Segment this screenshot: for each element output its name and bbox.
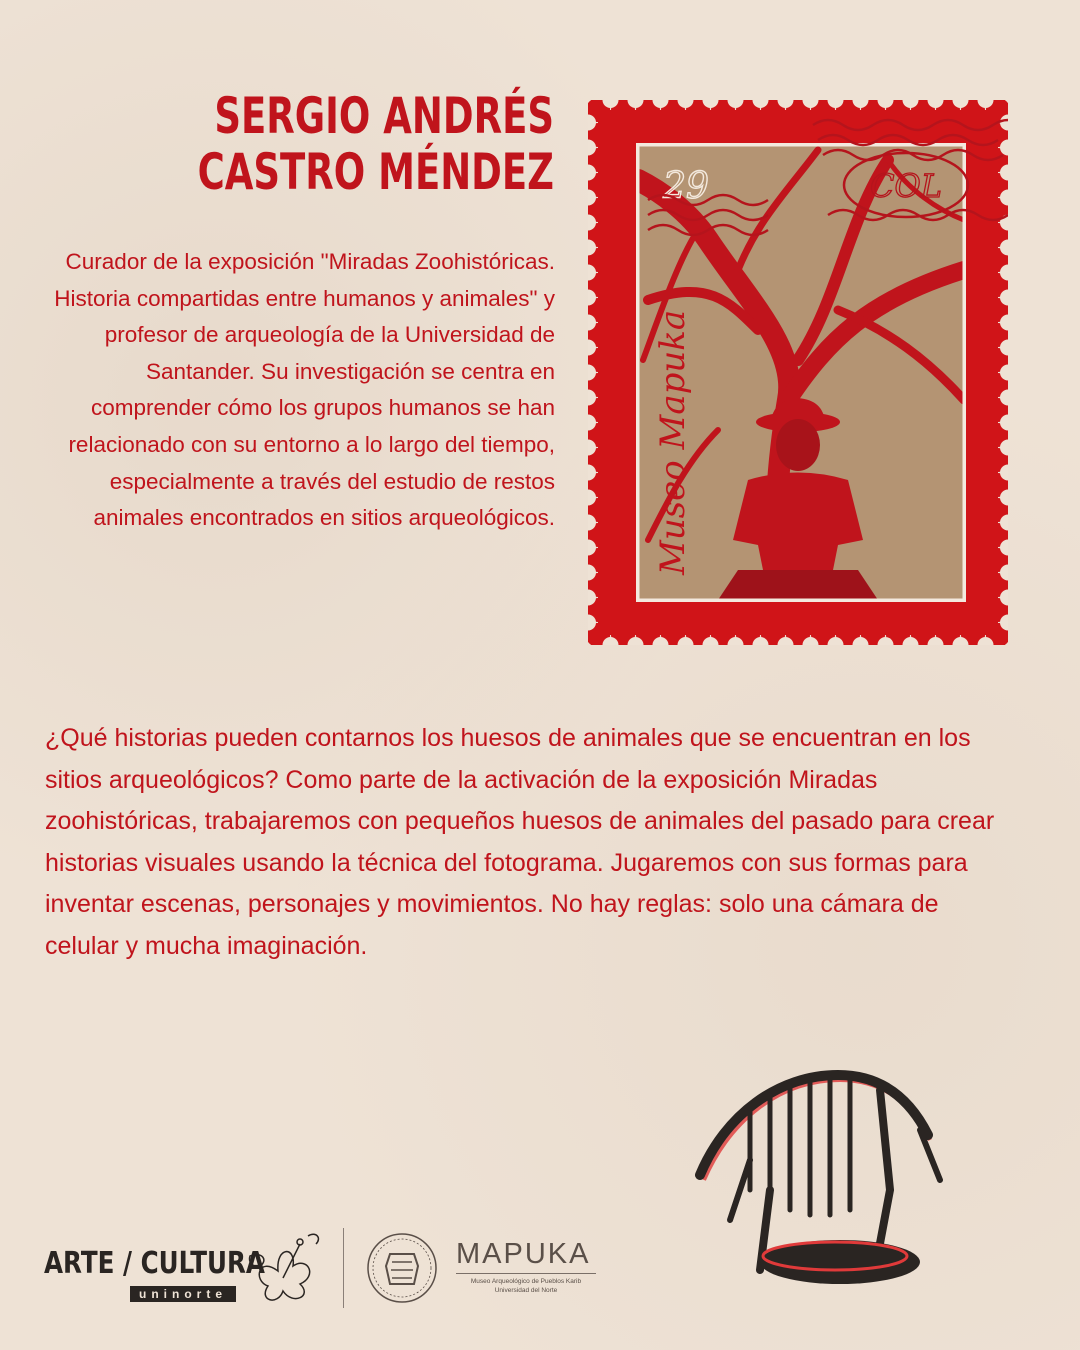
stamp-country: COL [870,167,942,205]
hibiscus-icon [238,1226,324,1310]
stamp-vertical-label: Museo Mapuka [653,309,693,575]
uninorte-label: uninorte [130,1286,236,1302]
name-line-1: SERGIO ANDRÉS [214,87,554,145]
stamp-value: 29 [663,166,709,207]
mapuka-divider [456,1273,596,1274]
person-name [169,88,554,200]
mapuka-subtitle-2: Universidad del Norte [494,1287,558,1294]
mapuka-logo-text: MAPUKA [456,1238,591,1270]
footer-divider [343,1228,344,1308]
postage-stamp [588,100,1008,645]
skeleton-illustration [690,1040,950,1300]
mapuka-seal-icon [366,1232,438,1304]
mapuka-subtitle-1: Museo Arqueológico de Pueblos Karib [470,1278,582,1285]
arte-cultura-logo: ARTE / CULTURA [44,1246,265,1281]
mapuka-subtitle [452,1277,600,1295]
person-bio: Curador de la exposición "Miradas Zoohistóricas. Historia compartidas entre humanos y animales" y profesor de arqueología de la Universidad de Santander. Su investigación se centra en comprender cómo los grupos humanos se han relacionado con su entorno a lo largo del tiempo, especialmente a través del estudio de restos animales encontrados en sitios arqueológicos. [54,249,555,531]
name-line-2: CASTRO MÉNDEZ [197,143,554,201]
event-description: ¿Qué historias pueden contarnos los huesos de animales que se encuentran en los sitios arqueológicos? Como parte de la activación de la exposición Miradas zoohistóricas, trabajaremos con pequeños huesos de animales del pasado para crear historias visuales usando la técnica del fotograma. Jugaremos con sus formas para inventar escenas, personajes y movimientos. No hay reglas: solo una cámara de celular y mucha imaginación. [45,724,995,960]
